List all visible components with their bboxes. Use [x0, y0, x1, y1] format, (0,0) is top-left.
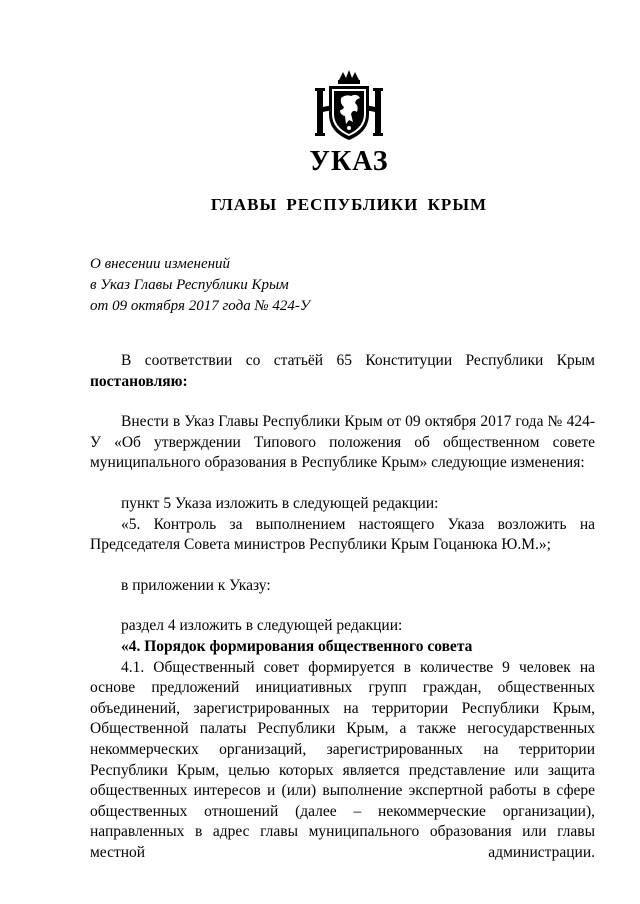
meta-line: от 09 октября 2017 года № 424-У — [90, 298, 310, 314]
meta-line: О внесении изменений — [90, 256, 231, 272]
meta-line: в Указ Главы Республики Крым — [90, 277, 289, 293]
section-intro: раздел 4 изложить в следующей редакции: — [121, 617, 403, 635]
document-subtitle: ГЛАВЫ РЕСПУБЛИКИ КРЫМ — [210, 195, 488, 214]
preamble: В соответствии со статьёй 65 Конституции Республики Крым — [121, 352, 595, 369]
coat-of-arms-icon — [313, 68, 385, 144]
item-intro: пункт 5 Указа изложить в следующей редакции: — [121, 494, 439, 512]
appendix-intro: в приложении к Указу: — [121, 576, 271, 594]
document-body — [90, 351, 595, 863]
preamble-decree: постановляю: — [90, 372, 188, 390]
section-text: 4.1. Общественный совет формируется в количестве 9 человек на основе предложений инициативных групп граждан, общественных объединений, зарегистрированных на территории Республики Крым, Общественной палаты Республики Крым, а также негосударственных некоммерческих организаций, зарегистрированных на территории Республики Крым, целью которых является представление или защита общественных интересов и (или) выполнение экспертной работы в сфере общественных отношений (далее – некоммерческие организации), направленных в адрес главы муниципального образования или главы местной администрации. — [90, 658, 595, 861]
section-heading: «4. Порядок формирования общественного совета — [121, 637, 473, 655]
paragraph-amend: Внести в Указ Главы Республики Крым от 09 октября 2017 года № 424-У «Об утверждении Типового положения об общественном совете муниципального образования в Республике Крым» следующие изменения: — [90, 413, 595, 472]
document-title: УКАЗ — [309, 146, 389, 177]
item-text: «5. Контроль за выполнением настоящего Указа возложить на Председателя Совета министров Республики Крым Гоцанюка Ю.М.»; — [90, 515, 595, 554]
document-meta — [90, 254, 390, 317]
